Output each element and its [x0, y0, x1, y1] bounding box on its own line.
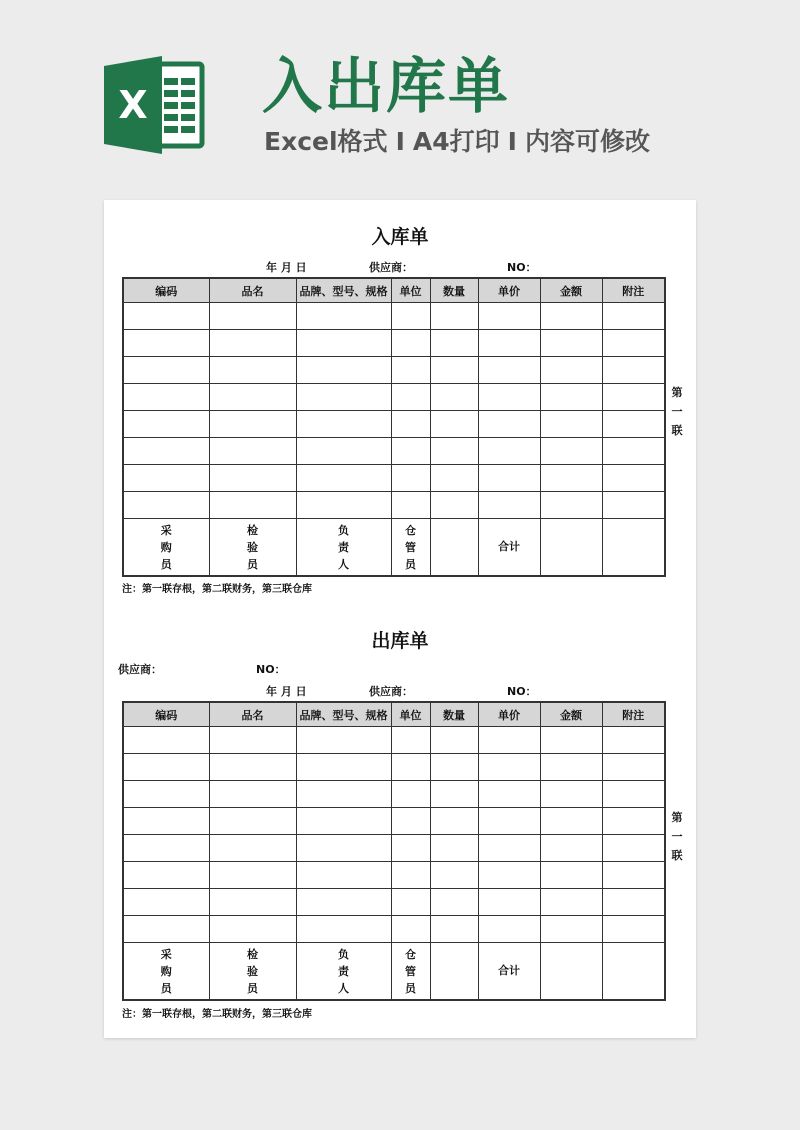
cell[interactable]: [430, 330, 478, 357]
inspector-label: 检验员: [209, 943, 296, 1001]
cell[interactable]: [540, 862, 602, 889]
table-row: [123, 835, 665, 862]
subtitle-format: Excel格式: [264, 127, 388, 156]
col-remark: 附注: [602, 702, 665, 727]
cell[interactable]: [296, 303, 391, 330]
keeper-sign-cell[interactable]: [430, 519, 478, 577]
cell[interactable]: [478, 357, 540, 384]
cell[interactable]: [391, 835, 430, 862]
copy-note: 注：第一联存根，第二联财务，第三联仓库: [122, 1009, 312, 1020]
buyer-label: 采购员: [123, 943, 209, 1001]
table-row: [123, 727, 665, 754]
cell[interactable]: [602, 357, 665, 384]
col-name: 品名: [209, 702, 296, 727]
cell[interactable]: [391, 781, 430, 808]
cell[interactable]: [540, 808, 602, 835]
cell[interactable]: [209, 808, 296, 835]
manager-label: 负责人: [296, 519, 391, 577]
cell[interactable]: [478, 754, 540, 781]
cell[interactable]: [209, 303, 296, 330]
date-label: 年 月 日: [266, 261, 307, 274]
cell[interactable]: [123, 754, 209, 781]
cell[interactable]: [540, 754, 602, 781]
col-unit-price: 单价: [478, 702, 540, 727]
cell[interactable]: [209, 357, 296, 384]
cell[interactable]: [602, 889, 665, 916]
cell[interactable]: [478, 492, 540, 519]
total-amount-cell[interactable]: [540, 519, 602, 577]
svg-text:X: X: [118, 83, 148, 127]
cell[interactable]: [602, 835, 665, 862]
cell[interactable]: [430, 754, 478, 781]
total-amount-cell[interactable]: [540, 943, 602, 1001]
keeper-label: 仓管员: [391, 519, 430, 577]
table-row: [123, 384, 665, 411]
col-brand-spec: 品牌、型号、规格: [296, 278, 391, 303]
cell[interactable]: [123, 303, 209, 330]
table-row: [123, 303, 665, 330]
col-code: 编码: [123, 278, 209, 303]
cell[interactable]: [540, 411, 602, 438]
cell[interactable]: [540, 384, 602, 411]
document-sheet: [104, 200, 696, 1038]
cell[interactable]: [430, 357, 478, 384]
cell[interactable]: [430, 808, 478, 835]
manager-label: 负责人: [296, 943, 391, 1001]
cell[interactable]: [602, 303, 665, 330]
cell[interactable]: [296, 357, 391, 384]
col-brand-spec: 品牌、型号、规格: [296, 702, 391, 727]
table-row: [123, 411, 665, 438]
cell[interactable]: [478, 916, 540, 943]
cell[interactable]: [540, 492, 602, 519]
col-name: 品名: [209, 278, 296, 303]
keeper-sign-cell[interactable]: [430, 943, 478, 1001]
subtitle-print: A4打印: [412, 127, 500, 156]
cell[interactable]: [391, 303, 430, 330]
signature-row: [123, 519, 665, 577]
cell[interactable]: [478, 411, 540, 438]
cell[interactable]: [296, 384, 391, 411]
cell[interactable]: [209, 916, 296, 943]
cell[interactable]: [478, 781, 540, 808]
cell[interactable]: [123, 411, 209, 438]
cell[interactable]: [391, 411, 430, 438]
keeper-label: 仓管员: [391, 943, 430, 1001]
cell[interactable]: [123, 438, 209, 465]
cell[interactable]: [430, 465, 478, 492]
col-unit-price: 单价: [478, 278, 540, 303]
cell[interactable]: [296, 916, 391, 943]
outbound-table: [122, 701, 666, 1001]
cell[interactable]: [430, 303, 478, 330]
cell[interactable]: [209, 835, 296, 862]
cell[interactable]: [602, 330, 665, 357]
cell[interactable]: [123, 357, 209, 384]
cell[interactable]: [209, 754, 296, 781]
banner-header: [0, 0, 800, 200]
col-quantity: 数量: [430, 702, 478, 727]
cell[interactable]: [391, 357, 430, 384]
col-remark: 附注: [602, 278, 665, 303]
cell[interactable]: [430, 411, 478, 438]
cell[interactable]: [540, 330, 602, 357]
cell[interactable]: [296, 438, 391, 465]
cell[interactable]: [540, 357, 602, 384]
cell[interactable]: [391, 384, 430, 411]
inbound-title: 入库单: [371, 226, 429, 248]
cell[interactable]: [602, 754, 665, 781]
cell[interactable]: [430, 492, 478, 519]
cell[interactable]: [209, 438, 296, 465]
cell[interactable]: [296, 862, 391, 889]
cell[interactable]: [540, 438, 602, 465]
outbound-title: 出库单: [371, 630, 429, 652]
buyer-label: 采购员: [123, 519, 209, 577]
no-label: NO：: [256, 663, 286, 676]
cell[interactable]: [296, 808, 391, 835]
cell[interactable]: [391, 916, 430, 943]
cell[interactable]: [391, 330, 430, 357]
cell[interactable]: [540, 889, 602, 916]
table-row: [123, 330, 665, 357]
table-header-row: [123, 702, 665, 727]
col-amount: 金额: [540, 278, 602, 303]
table-row: [123, 357, 665, 384]
cell[interactable]: [540, 727, 602, 754]
cell[interactable]: [478, 330, 540, 357]
copy-note: 注：第一联存根，第二联财务，第三联仓库: [122, 584, 312, 595]
copy-label: 第 一 联: [671, 386, 683, 437]
cell[interactable]: [391, 889, 430, 916]
cell[interactable]: [540, 781, 602, 808]
table-row: [123, 916, 665, 943]
cell[interactable]: [478, 862, 540, 889]
cell[interactable]: [296, 465, 391, 492]
col-quantity: 数量: [430, 278, 478, 303]
cell[interactable]: [602, 411, 665, 438]
table-row: [123, 438, 665, 465]
no-label: NO：: [507, 685, 537, 698]
cell[interactable]: [478, 465, 540, 492]
cell[interactable]: [602, 492, 665, 519]
cell[interactable]: [209, 492, 296, 519]
cell[interactable]: [296, 889, 391, 916]
separator: I: [395, 127, 405, 156]
cell[interactable]: [430, 916, 478, 943]
cell[interactable]: [296, 781, 391, 808]
cell[interactable]: [478, 438, 540, 465]
date-label: 年 月 日: [266, 685, 307, 698]
cell[interactable]: [391, 438, 430, 465]
cell[interactable]: [391, 754, 430, 781]
cell[interactable]: [478, 727, 540, 754]
subtitle: [264, 124, 650, 160]
cell[interactable]: [209, 781, 296, 808]
cell[interactable]: [209, 727, 296, 754]
supplier-label: 供应商：: [118, 663, 162, 676]
cell[interactable]: [602, 727, 665, 754]
no-label: NO：: [507, 261, 537, 274]
cell[interactable]: [391, 492, 430, 519]
separator: I: [507, 127, 517, 156]
total-label: 合计: [478, 943, 540, 1001]
cell[interactable]: [602, 862, 665, 889]
subtitle-editable: 内容可修改: [524, 127, 650, 156]
inbound-table: [122, 277, 666, 577]
cell[interactable]: [430, 889, 478, 916]
supplier-label: 供应商：: [369, 261, 413, 274]
col-unit: 单位: [391, 278, 430, 303]
excel-icon: [104, 56, 206, 154]
inspector-label: 检验员: [209, 519, 296, 577]
cell[interactable]: [296, 411, 391, 438]
cell[interactable]: [391, 727, 430, 754]
cell[interactable]: [123, 727, 209, 754]
cell[interactable]: [296, 330, 391, 357]
table-row: [123, 808, 665, 835]
cell[interactable]: [602, 438, 665, 465]
cell[interactable]: [296, 492, 391, 519]
cell[interactable]: [123, 916, 209, 943]
cell[interactable]: [209, 889, 296, 916]
cell[interactable]: [123, 835, 209, 862]
cell[interactable]: [540, 465, 602, 492]
cell[interactable]: [296, 835, 391, 862]
cell[interactable]: [391, 862, 430, 889]
cell[interactable]: [296, 754, 391, 781]
cell[interactable]: [430, 384, 478, 411]
cell[interactable]: [478, 835, 540, 862]
cell[interactable]: [430, 438, 478, 465]
total-remark-cell[interactable]: [602, 519, 665, 577]
table-row: [123, 492, 665, 519]
table-row: [123, 754, 665, 781]
cell[interactable]: [123, 889, 209, 916]
col-unit: 单位: [391, 702, 430, 727]
cell[interactable]: [123, 808, 209, 835]
cell[interactable]: [540, 835, 602, 862]
supplier-label: 供应商：: [369, 685, 413, 698]
cell[interactable]: [430, 727, 478, 754]
main-title: 入出库单: [262, 52, 510, 122]
cell[interactable]: [123, 384, 209, 411]
cell[interactable]: [540, 303, 602, 330]
cell[interactable]: [430, 835, 478, 862]
cell[interactable]: [430, 781, 478, 808]
cell[interactable]: [209, 465, 296, 492]
cell[interactable]: [540, 916, 602, 943]
cell[interactable]: [123, 862, 209, 889]
cell[interactable]: [602, 465, 665, 492]
cell[interactable]: [209, 862, 296, 889]
cell[interactable]: [602, 808, 665, 835]
cell[interactable]: [478, 808, 540, 835]
copy-label: 第 一 联: [671, 811, 683, 862]
cell[interactable]: [123, 492, 209, 519]
table-row: [123, 889, 665, 916]
cell[interactable]: [209, 384, 296, 411]
table-header-row: [123, 278, 665, 303]
cell[interactable]: [391, 808, 430, 835]
cell[interactable]: [209, 330, 296, 357]
cell[interactable]: [602, 384, 665, 411]
total-remark-cell[interactable]: [602, 943, 665, 1001]
cell[interactable]: [602, 916, 665, 943]
col-code: 编码: [123, 702, 209, 727]
cell[interactable]: [123, 465, 209, 492]
cell[interactable]: [430, 862, 478, 889]
table-row: [123, 781, 665, 808]
cell[interactable]: [478, 303, 540, 330]
col-amount: 金额: [540, 702, 602, 727]
cell[interactable]: [602, 781, 665, 808]
cell[interactable]: [209, 411, 296, 438]
signature-row: [123, 943, 665, 1001]
table-row: [123, 862, 665, 889]
total-label: 合计: [478, 519, 540, 577]
cell[interactable]: [123, 330, 209, 357]
cell[interactable]: [478, 384, 540, 411]
cell[interactable]: [391, 465, 430, 492]
table-row: [123, 465, 665, 492]
cell[interactable]: [296, 727, 391, 754]
cell[interactable]: [478, 889, 540, 916]
cell[interactable]: [123, 781, 209, 808]
